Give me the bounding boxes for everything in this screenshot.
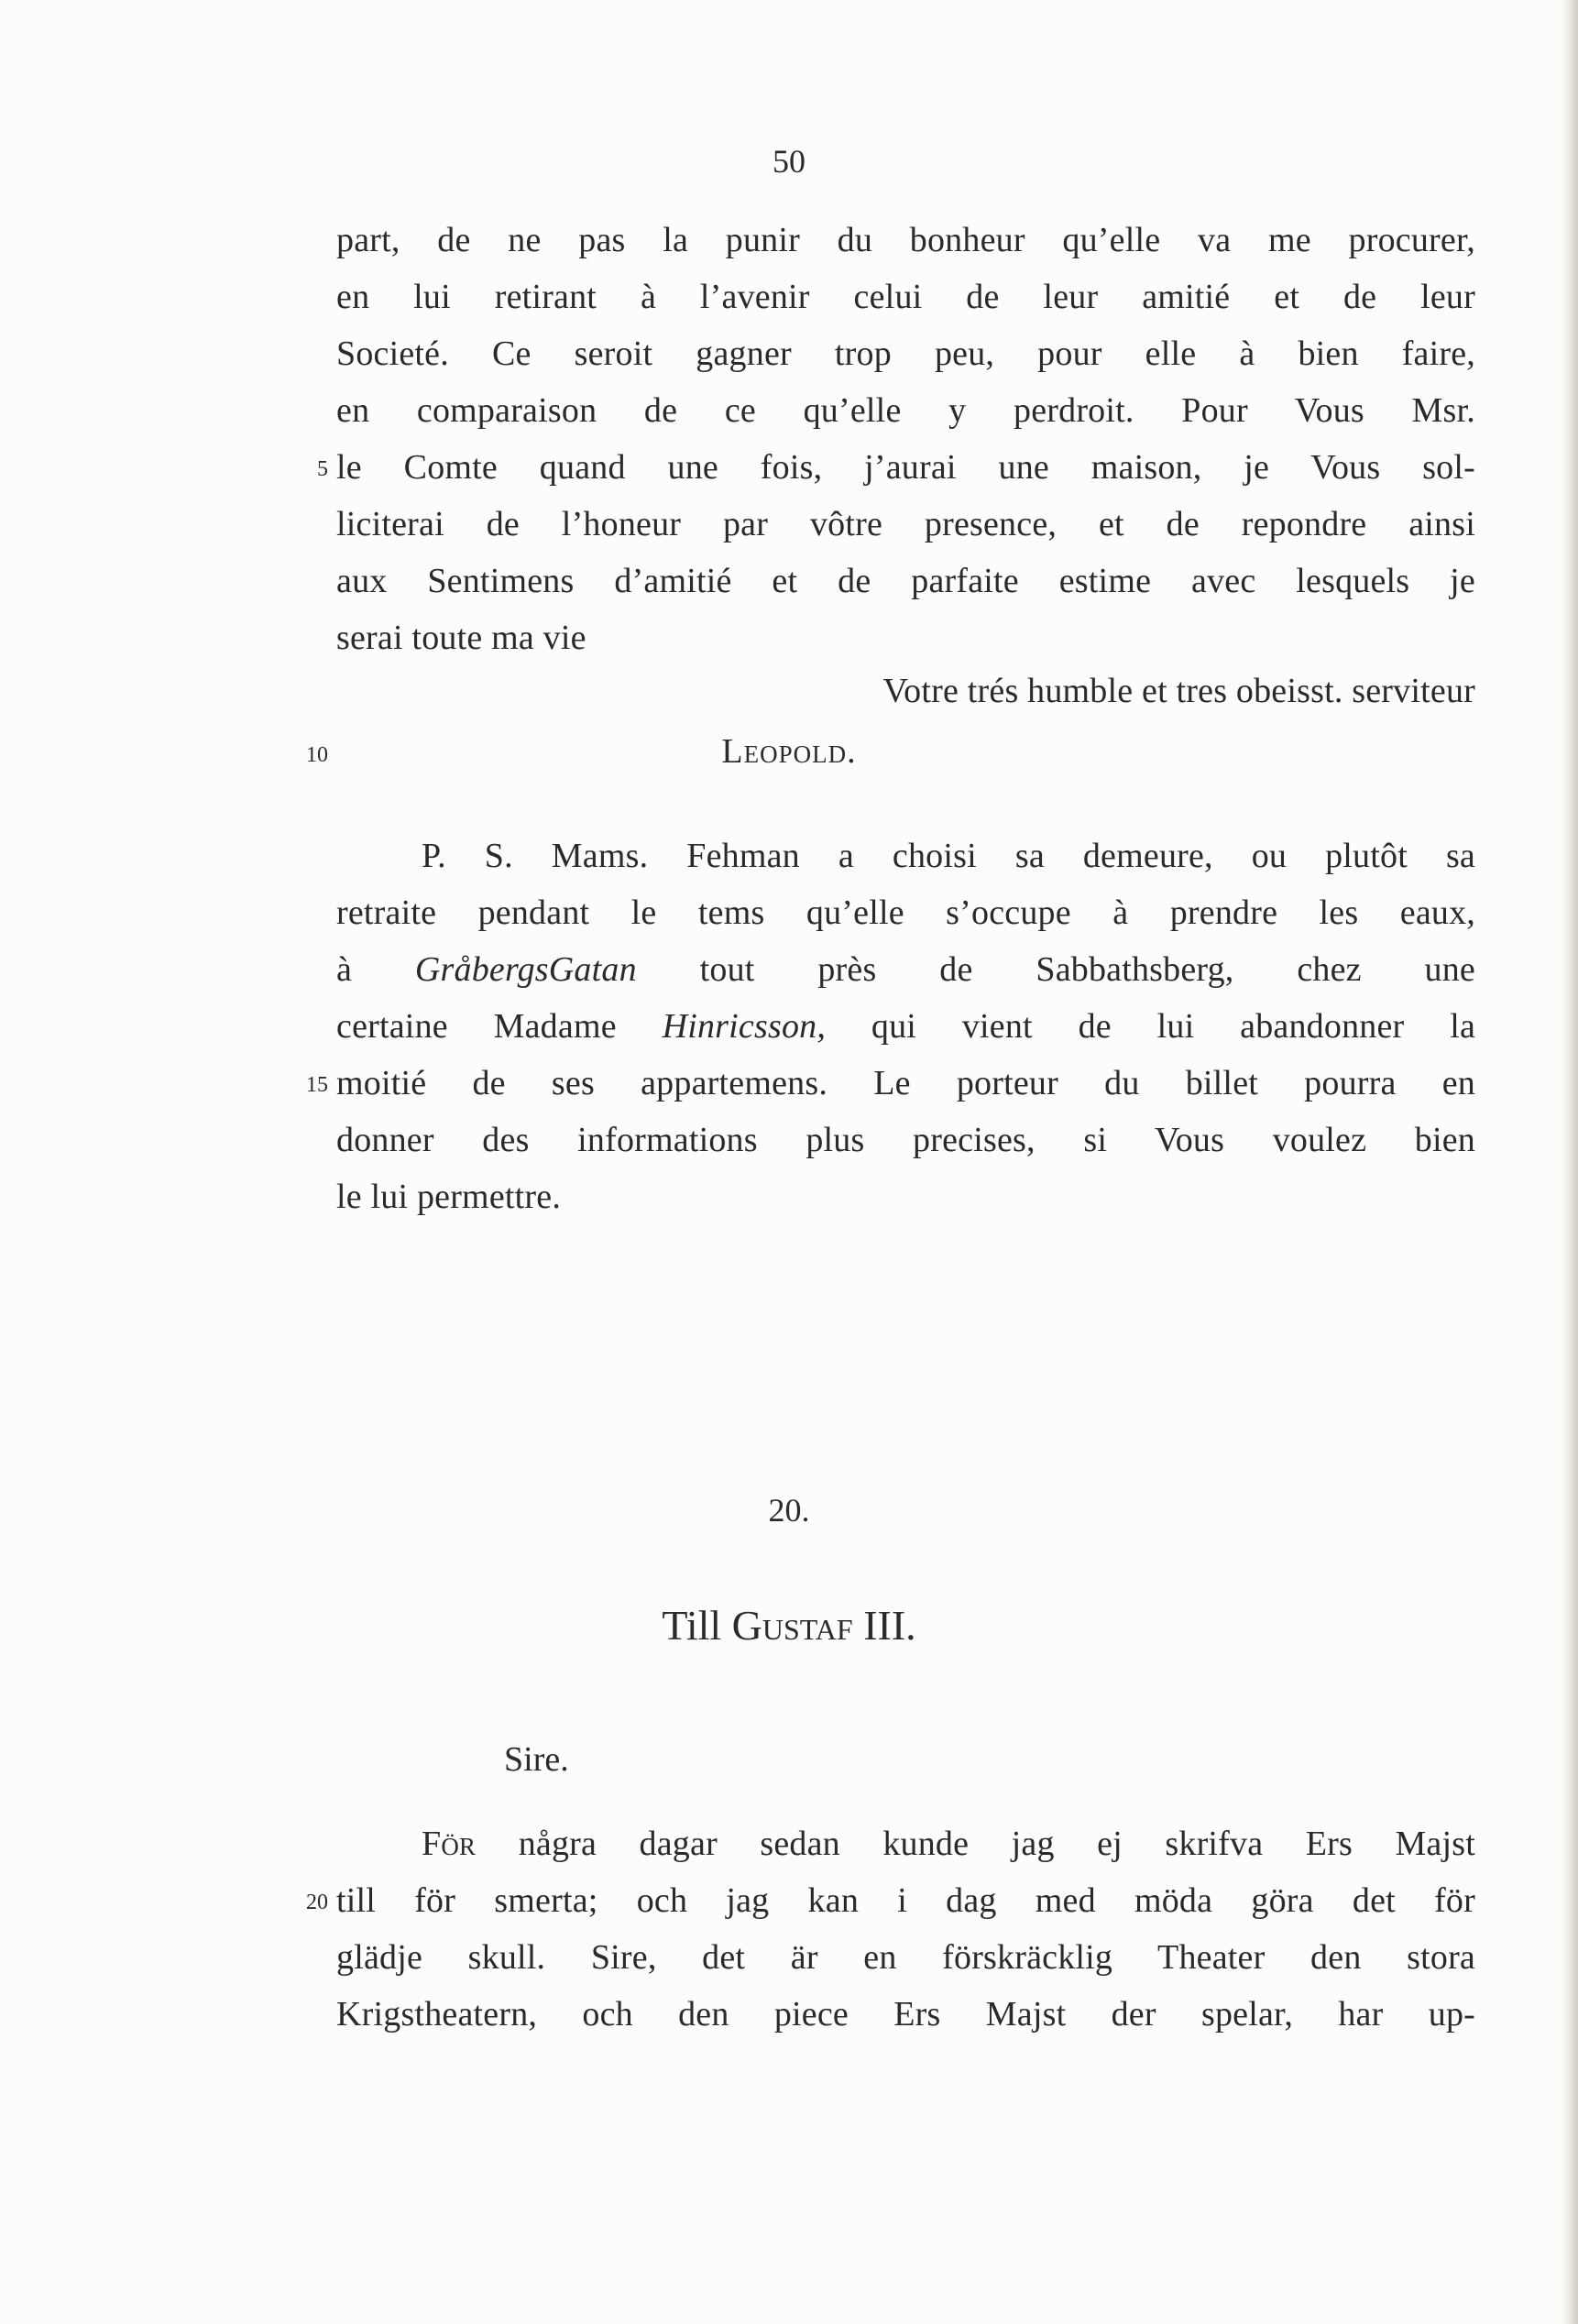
signature: Leopold. bbox=[721, 732, 857, 771]
heading-recipient: Gustaf III. bbox=[731, 1602, 916, 1649]
page-number: 50 bbox=[773, 143, 805, 180]
line-number-5: 5 bbox=[317, 457, 328, 481]
ps-text: certaine Madame bbox=[336, 1007, 617, 1046]
ps-line: retraite pendant le tems qu’elle s’occupe à prendre les eaux, bbox=[336, 893, 1475, 932]
line-number-10: 10 bbox=[306, 743, 328, 767]
text-line: le Comte quand une fois, j’aurai une maison, je Vous sol- bbox=[336, 448, 1475, 487]
ps-text: tout près de Sabbathsberg, chez une bbox=[699, 950, 1476, 989]
text-rest: några dagar sedan kunde jag ej skrifva Ers Majst bbox=[518, 1825, 1476, 1863]
text-line: Krigstheatern, och den piece Ers Majst der spelar, har up- bbox=[336, 1995, 1475, 2034]
line-number-20: 20 bbox=[306, 1891, 328, 1914]
ps-line: moitié de ses appartemens. Le porteur du billet pourra en bbox=[336, 1064, 1475, 1102]
ps-line: P. S. Mams. Fehman a choisi sa demeure, ou plutôt sa bbox=[422, 837, 1475, 875]
heading-till: Till bbox=[662, 1602, 722, 1649]
text-line: aux Sentimens d’amitié et de parfaite estime avec lesquels je bbox=[336, 562, 1475, 600]
ps-line bbox=[336, 948, 1475, 992]
text-line: en lui retirant à l’avenir celui de leur amitié et de leur bbox=[336, 278, 1475, 316]
text-line: liciterai de l’honeur par vôtre presence, et de repondre ainsi bbox=[336, 505, 1475, 543]
page-edge-shadow bbox=[1562, 0, 1578, 2324]
ps-text: qui vient de lui abandonner la bbox=[871, 1007, 1476, 1046]
line-number-15: 15 bbox=[306, 1073, 328, 1097]
initial-word: För bbox=[422, 1825, 477, 1863]
text-line bbox=[422, 1822, 1475, 1866]
person-name: Hinricsson, bbox=[662, 1007, 827, 1046]
letter-heading bbox=[0, 1600, 1578, 1651]
ps-line: le lui permettre. bbox=[336, 1178, 562, 1216]
ps-line bbox=[336, 1004, 1475, 1048]
street-name: GråbergsGatan bbox=[414, 950, 637, 989]
letter-number: 20. bbox=[768, 1492, 810, 1529]
closing-formula: Votre trés humble et tres obeisst. serviteur bbox=[882, 672, 1475, 710]
ps-word: à bbox=[336, 950, 353, 989]
text-line: glädje skull. Sire, det är en förskräcklig Theater den stora bbox=[336, 1938, 1475, 1977]
text-line: serai toute ma vie bbox=[336, 619, 586, 657]
text-line: till för smerta; och jag kan i dag med möda göra det för bbox=[336, 1881, 1475, 1920]
text-line: en comparaison de ce qu’elle y perdroit. Pour Vous Msr. bbox=[336, 391, 1475, 430]
salutation: Sire. bbox=[504, 1740, 569, 1779]
ps-line: donner des informations plus precises, si Vous voulez bien bbox=[336, 1121, 1475, 1159]
text-line: Societé. Ce seroit gagner trop peu, pour elle à bien faire, bbox=[336, 334, 1475, 373]
text-line: part, de ne pas la punir du bonheur qu’elle va me procurer, bbox=[336, 221, 1475, 259]
